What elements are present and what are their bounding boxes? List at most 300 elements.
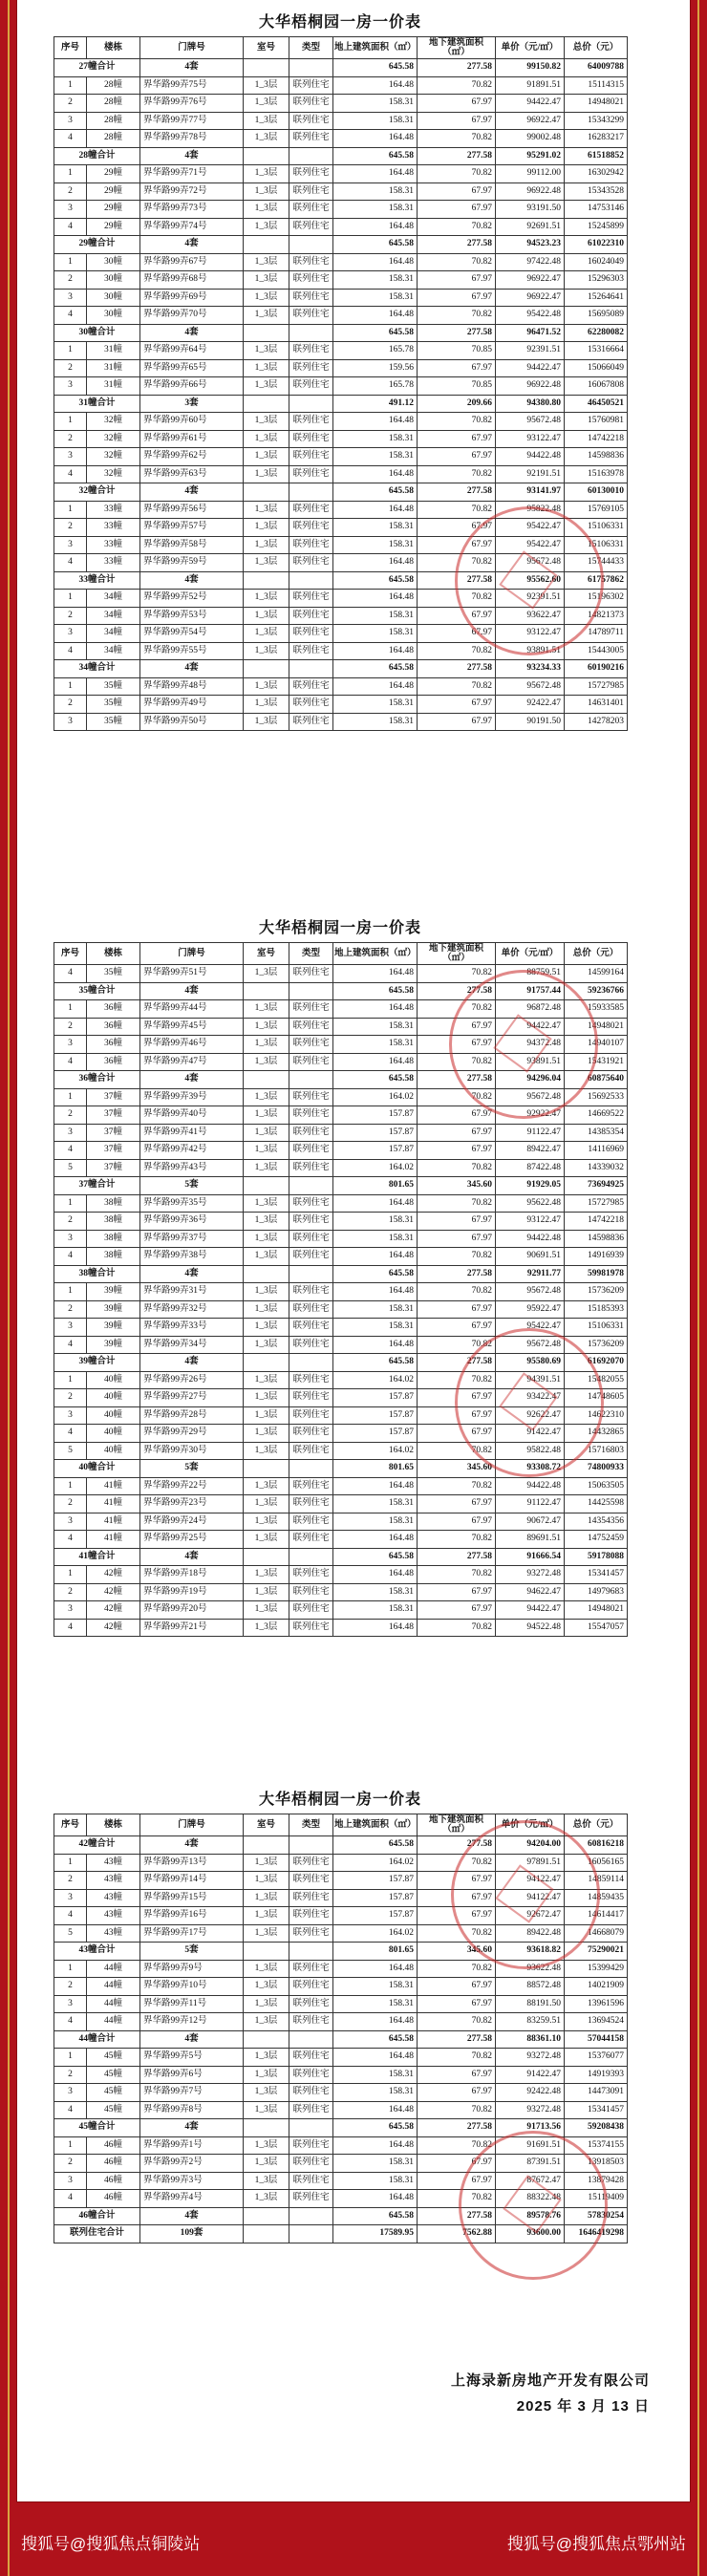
cell-underground-area: 67.97 [418,201,496,219]
table-row [54,965,628,983]
cell-seq: 4 [54,2101,87,2119]
cell-seq: 2 [54,182,87,201]
cell-room: 1_3层 [244,2101,289,2119]
cell-underground-area: 277.58 [418,1265,496,1283]
cell-unit-price: 96922.47 [496,271,565,290]
cell-unit-price: 91422.47 [496,2066,565,2084]
cell-type: 联列住宅 [289,554,333,572]
subtotal-label: 38幢合计 [54,1265,140,1283]
cell-seq: 3 [54,713,87,731]
cell-above-ground-area: 158.31 [333,2066,418,2084]
subtotal-label: 44幢合计 [54,2030,140,2049]
cell-door-number: 界华路99弄70号 [140,307,244,325]
cell-total-price: 15063505 [565,1477,628,1495]
cell-total-price: 15245899 [565,218,628,236]
cell-total-price: 16067808 [565,377,628,396]
table-row [54,696,628,714]
cell-unit-price: 93618.82 [496,1943,565,1961]
cell-building: 32幢 [87,430,140,448]
table-row [54,1583,628,1601]
table-row [54,218,628,236]
table-row [54,1425,628,1443]
cell-type: 联列住宅 [289,677,333,696]
cell-door-number: 4套 [140,483,244,502]
cell-building: 39幢 [87,1283,140,1301]
cell-room: 1_3层 [244,1389,289,1407]
cell-unit-price: 96471.52 [496,324,565,342]
cell-room [244,2030,289,2049]
cell-room: 1_3层 [244,1283,289,1301]
column-header-building: 楼栋 [87,1814,140,1836]
cell-underground-area: 67.97 [418,271,496,290]
cell-building: 40幢 [87,1442,140,1460]
cell-door-number: 界华路99弄30号 [140,1442,244,1460]
cell-room [244,1460,289,1478]
cell-unit-price: 92691.51 [496,218,565,236]
cell-type [289,2030,333,2049]
cell-room: 1_3层 [244,642,289,660]
cell-room: 1_3层 [244,1230,289,1248]
cell-building: 33幢 [87,501,140,519]
cell-building: 46幢 [87,2136,140,2155]
cell-above-ground-area: 164.02 [333,1924,418,1943]
cell-seq: 2 [54,271,87,290]
cell-door-number: 界华路99弄24号 [140,1513,244,1531]
cell-above-ground-area: 158.31 [333,289,418,307]
cell-seq: 2 [54,1583,87,1601]
cell-door-number: 界华路99弄27号 [140,1389,244,1407]
cell-total-price: 15114315 [565,76,628,95]
cell-above-ground-area: 164.48 [333,1960,418,1978]
cell-underground-area: 70.82 [418,1477,496,1495]
cell-total-price: 15482055 [565,1371,628,1389]
cell-above-ground-area: 801.65 [333,1460,418,1478]
cell-underground-area: 67.97 [418,359,496,377]
cell-door-number: 界华路99弄36号 [140,1213,244,1231]
cell-unit-price: 99112.00 [496,165,565,183]
cell-type: 联列住宅 [289,1495,333,1513]
cell-unit-price: 92422.48 [496,2084,565,2102]
cell-type: 联列住宅 [289,1425,333,1443]
cell-total-price: 14622310 [565,1406,628,1425]
cell-above-ground-area: 164.48 [333,1194,418,1213]
cell-total-price: 74800933 [565,1460,628,1478]
cell-room: 1_3层 [244,965,289,983]
cell-type [289,2207,333,2225]
cell-type: 联列住宅 [289,2190,333,2208]
cell-seq: 3 [54,1601,87,1620]
cell-building: 45幢 [87,2084,140,2102]
cell-door-number: 4套 [140,147,244,165]
cell-total-price: 59208438 [565,2119,628,2137]
cell-seq: 3 [54,1036,87,1054]
subtotal-label: 40幢合计 [54,1460,140,1478]
cell-above-ground-area: 164.02 [333,1442,418,1460]
cell-underground-area: 67.97 [418,1601,496,1620]
cell-room: 1_3层 [244,1213,289,1231]
cell-room: 1_3层 [244,1053,289,1071]
cell-underground-area: 67.97 [418,1513,496,1531]
cell-unit-price: 95672.48 [496,1088,565,1106]
subtotal-label: 46幢合计 [54,2207,140,2225]
subtotal-row [54,1460,628,1478]
cell-building: 33幢 [87,554,140,572]
cell-underground-area: 67.97 [418,1978,496,1996]
cell-door-number: 界华路99弄16号 [140,1907,244,1925]
cell-underground-area: 67.97 [418,430,496,448]
cell-above-ground-area: 158.31 [333,112,418,130]
cell-unit-price: 95672.48 [496,1283,565,1301]
cell-unit-price: 92422.47 [496,696,565,714]
subtotal-row [54,2030,628,2049]
table-row [54,1513,628,1531]
cell-unit-price: 94122.47 [496,1872,565,1890]
cell-total-price: 57830254 [565,2207,628,2225]
cell-room [244,1943,289,1961]
cell-total-price: 14473091 [565,2084,628,2102]
column-header-building: 楼栋 [87,943,140,965]
cell-underground-area: 67.97 [418,95,496,113]
cell-seq: 3 [54,1406,87,1425]
cell-room: 1_3层 [244,307,289,325]
cell-room: 1_3层 [244,1000,289,1019]
cell-underground-area: 277.58 [418,147,496,165]
cell-building: 34幢 [87,642,140,660]
cell-type: 联列住宅 [289,519,333,537]
cell-unit-price: 95672.48 [496,1336,565,1354]
cell-type: 联列住宅 [289,1106,333,1125]
cell-above-ground-area: 158.31 [333,1300,418,1319]
cell-room: 1_3层 [244,519,289,537]
cell-room: 1_3层 [244,342,289,360]
cell-type: 联列住宅 [289,1300,333,1319]
cell-underground-area: 70.82 [418,1159,496,1177]
cell-seq: 3 [54,536,87,554]
table-row [54,1300,628,1319]
cell-type: 联列住宅 [289,1371,333,1389]
cell-room: 1_3层 [244,377,289,396]
cell-building: 35幢 [87,677,140,696]
cell-type [289,1177,333,1195]
subtotal-row [54,1836,628,1855]
cell-total-price: 14916939 [565,1248,628,1266]
cell-seq: 5 [54,1924,87,1943]
cell-underground-area: 67.97 [418,1142,496,1160]
cell-underground-area: 70.85 [418,377,496,396]
table-row [54,289,628,307]
cell-total-price: 60190216 [565,660,628,678]
cell-underground-area: 70.82 [418,1854,496,1872]
cell-total-price: 61757862 [565,571,628,590]
column-header-door-number: 门牌号 [140,1814,244,1836]
cell-building: 40幢 [87,1425,140,1443]
cell-room: 1_3层 [244,1619,289,1637]
cell-total-price: 16024049 [565,253,628,271]
cell-underground-area: 67.97 [418,1036,496,1054]
cell-above-ground-area: 645.58 [333,147,418,165]
cell-building: 46幢 [87,2190,140,2208]
cell-underground-area: 67.97 [418,1213,496,1231]
cell-unit-price: 93308.72 [496,1460,565,1478]
cell-above-ground-area: 164.48 [333,554,418,572]
cell-unit-price: 87672.47 [496,2172,565,2190]
subtotal-row [54,2207,628,2225]
cell-above-ground-area: 801.65 [333,1943,418,1961]
cell-door-number: 界华路99弄50号 [140,713,244,731]
cell-total-price: 14278203 [565,713,628,731]
subtotal-label: 39幢合计 [54,1354,140,1372]
cell-total-price: 15296303 [565,271,628,290]
cell-room [244,1177,289,1195]
cell-above-ground-area: 164.48 [333,253,418,271]
cell-unit-price: 95622.48 [496,1194,565,1213]
cell-door-number: 界华路99弄23号 [140,1495,244,1513]
cell-unit-price: 93891.51 [496,642,565,660]
cell-door-number: 界华路99弄45号 [140,1018,244,1036]
cell-building: 32幢 [87,413,140,431]
cell-door-number: 界华路99弄17号 [140,1924,244,1943]
cell-type: 联列住宅 [289,2013,333,2031]
cell-above-ground-area: 157.87 [333,1425,418,1443]
cell-total-price: 59236766 [565,982,628,1000]
table-row [54,359,628,377]
cell-type: 联列住宅 [289,2049,333,2067]
cell-door-number: 界华路99弄54号 [140,625,244,643]
cell-room: 1_3层 [244,1872,289,1890]
cell-unit-price: 87422.48 [496,1159,565,1177]
cell-underground-area: 67.97 [418,2066,496,2084]
cell-room: 1_3层 [244,696,289,714]
cell-underground-area: 70.82 [418,130,496,148]
cell-underground-area: 67.97 [418,1495,496,1513]
cell-type [289,2119,333,2137]
column-header-underground-area: 地下建筑面积（㎡） [418,37,496,59]
cell-building: 30幢 [87,271,140,290]
cell-unit-price: 92922.47 [496,1106,565,1125]
cell-above-ground-area: 158.31 [333,1995,418,2013]
subtotal-row [54,324,628,342]
subtotal-row [54,236,628,254]
cell-underground-area: 70.82 [418,218,496,236]
cell-underground-area: 67.97 [418,112,496,130]
cell-room: 1_3层 [244,1425,289,1443]
cell-type: 联列住宅 [289,1088,333,1106]
cell-above-ground-area: 164.48 [333,1248,418,1266]
table-row [54,2101,628,2119]
cell-underground-area: 70.82 [418,465,496,483]
table-row [54,1018,628,1036]
cell-total-price: 15374155 [565,2136,628,2155]
column-header-above-ground-area: 地上建筑面积（㎡） [333,37,418,59]
cell-total-price: 13961596 [565,1995,628,2013]
cell-unit-price: 91929.05 [496,1177,565,1195]
cell-door-number: 界华路99弄58号 [140,536,244,554]
table-row [54,1995,628,2013]
cell-seq: 4 [54,2190,87,2208]
cell-type: 联列住宅 [289,1000,333,1019]
cell-unit-price: 96872.48 [496,1000,565,1019]
cell-type: 联列住宅 [289,130,333,148]
cell-seq: 1 [54,1477,87,1495]
cell-unit-price: 94372.48 [496,1036,565,1054]
cell-room [244,1071,289,1089]
cell-door-number: 界华路99弄55号 [140,642,244,660]
page-title: 大华梧桐园一房一价表 [258,1792,421,1808]
cell-room [244,1265,289,1283]
cell-unit-price: 91713.56 [496,2119,565,2137]
cell-building: 33幢 [87,519,140,537]
cell-building: 29幢 [87,165,140,183]
table-row [54,1194,628,1213]
cell-room [244,147,289,165]
cell-underground-area: 70.82 [418,1088,496,1106]
cell-room [244,1354,289,1372]
table-row [54,165,628,183]
cell-total-price: 15341457 [565,2101,628,2119]
cell-unit-price: 96922.47 [496,112,565,130]
cell-room: 1_3层 [244,1194,289,1213]
cell-seq: 4 [54,1531,87,1549]
cell-type [289,147,333,165]
cell-room: 1_3层 [244,218,289,236]
cell-room [244,982,289,1000]
cell-above-ground-area: 164.48 [333,965,418,983]
cell-total-price: 14948021 [565,1018,628,1036]
cell-room: 1_3层 [244,413,289,431]
cell-door-number: 界华路99弄34号 [140,1336,244,1354]
cell-room: 1_3层 [244,1854,289,1872]
cell-underground-area: 67.97 [418,1124,496,1142]
cell-above-ground-area: 164.02 [333,1088,418,1106]
cell-type: 联列住宅 [289,1566,333,1584]
cell-building: 40幢 [87,1406,140,1425]
cell-above-ground-area: 157.87 [333,1907,418,1925]
cell-room [244,483,289,502]
cell-total-price: 13694524 [565,2013,628,2031]
table-row [54,342,628,360]
cell-unit-price: 95580.69 [496,1354,565,1372]
cell-seq: 2 [54,607,87,625]
cell-type: 联列住宅 [289,465,333,483]
cell-type: 联列住宅 [289,1854,333,1872]
cell-door-number: 4套 [140,660,244,678]
cell-total-price: 15185393 [565,1300,628,1319]
subtotal-row [54,1354,628,1372]
cell-unit-price: 95822.48 [496,1442,565,1460]
cell-underground-area: 70.82 [418,2049,496,2067]
cell-underground-area: 70.82 [418,1336,496,1354]
cell-unit-price: 89578.76 [496,2207,565,2225]
price-table [54,1814,628,2243]
subtotal-label: 36幢合计 [54,1071,140,1089]
cell-underground-area: 67.97 [418,1583,496,1601]
cell-door-number: 界华路99弄11号 [140,1995,244,2013]
cell-unit-price: 83259.51 [496,2013,565,2031]
cell-type: 联列住宅 [289,2172,333,2190]
cell-room: 1_3层 [244,1495,289,1513]
cell-total-price: 15736209 [565,1336,628,1354]
cell-underground-area: 345.60 [418,1943,496,1961]
table-row [54,1213,628,1231]
cell-total-price: 59981978 [565,1265,628,1283]
cell-door-number: 界华路99弄51号 [140,965,244,983]
cell-room [244,236,289,254]
cell-type: 联列住宅 [289,1194,333,1213]
cell-type: 联列住宅 [289,448,333,466]
cell-type: 联列住宅 [289,696,333,714]
cell-seq: 4 [54,642,87,660]
cell-seq: 1 [54,165,87,183]
cell-total-price: 59178088 [565,1548,628,1566]
subtotal-row [54,982,628,1000]
cell-above-ground-area: 158.31 [333,95,418,113]
cell-unit-price: 95291.02 [496,147,565,165]
cell-room [244,1836,289,1855]
cell-above-ground-area: 158.31 [333,1978,418,1996]
cell-unit-price: 90672.47 [496,1513,565,1531]
cell-type: 联列住宅 [289,1124,333,1142]
cell-underground-area: 70.82 [418,677,496,696]
cell-underground-area: 277.58 [418,324,496,342]
column-header-total-price: 总价（元） [565,37,628,59]
cell-unit-price: 88361.10 [496,2030,565,2049]
cell-building: 29幢 [87,218,140,236]
cell-seq: 1 [54,1960,87,1978]
cell-building: 36幢 [87,1018,140,1036]
cell-above-ground-area: 164.02 [333,1854,418,1872]
cell-room: 1_3层 [244,465,289,483]
cell-underground-area: 70.82 [418,2101,496,2119]
cell-above-ground-area: 17589.95 [333,2225,418,2243]
cell-seq: 3 [54,1995,87,2013]
cell-type: 联列住宅 [289,1248,333,1266]
cell-underground-area: 70.82 [418,1442,496,1460]
cell-underground-area: 67.97 [418,1389,496,1407]
cell-unit-price: 95422.47 [496,536,565,554]
cell-unit-price: 94422.48 [496,1477,565,1495]
cell-above-ground-area: 158.31 [333,625,418,643]
cell-total-price: 15106331 [565,536,628,554]
cell-seq: 3 [54,625,87,643]
cell-unit-price: 93600.00 [496,2225,565,2243]
cell-seq: 3 [54,448,87,466]
cell-total-price: 60875640 [565,1071,628,1089]
cell-total-price: 15547057 [565,1619,628,1637]
cell-door-number: 界华路99弄33号 [140,1319,244,1337]
table-row [54,1907,628,1925]
cell-building: 42幢 [87,1583,140,1601]
cell-seq: 1 [54,253,87,271]
table-row [54,253,628,271]
cell-unit-price: 91422.47 [496,1425,565,1443]
cell-above-ground-area: 158.31 [333,182,418,201]
cell-underground-area: 70.82 [418,307,496,325]
cell-total-price: 61692070 [565,1354,628,1372]
cell-type: 联列住宅 [289,536,333,554]
cell-total-price: 60816218 [565,1836,628,1855]
cell-unit-price: 93622.48 [496,1960,565,1978]
cell-total-price: 15744433 [565,554,628,572]
table-row [54,307,628,325]
cell-door-number: 4套 [140,1071,244,1089]
cell-seq: 1 [54,1000,87,1019]
cell-door-number: 界华路99弄61号 [140,430,244,448]
cell-room: 1_3层 [244,590,289,608]
cell-type: 联列住宅 [289,165,333,183]
cell-seq: 1 [54,413,87,431]
cell-door-number: 界华路99弄20号 [140,1601,244,1620]
cell-building: 44幢 [87,1978,140,1996]
